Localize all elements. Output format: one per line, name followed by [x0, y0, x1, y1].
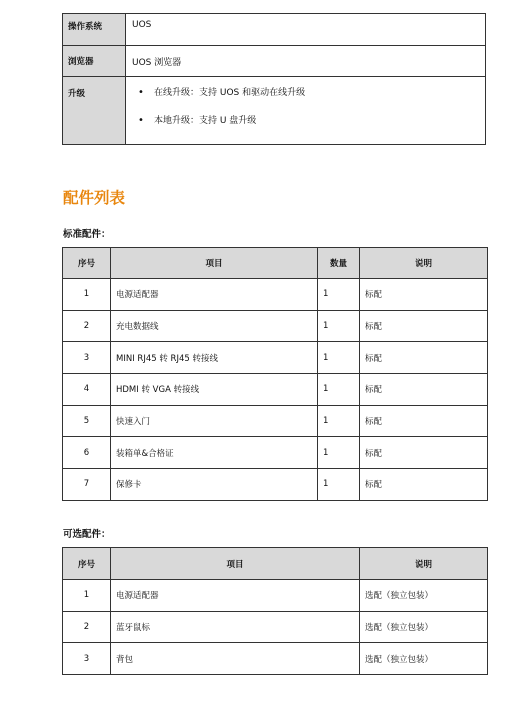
spec-table [62, 13, 486, 145]
table-cell-note: 标配 [360, 279, 488, 311]
spec-row-upgrade [63, 77, 486, 145]
upgrade-bullet-list [132, 87, 479, 143]
spec-row-browser [63, 46, 486, 77]
table-cell-no: 3 [63, 342, 111, 374]
standard-accessories-title: 标准配件： [63, 229, 111, 240]
table-cell-qty: 1 [318, 342, 360, 374]
table-cell-note: 标配 [360, 405, 488, 437]
table-row [63, 611, 488, 643]
table-row [63, 469, 488, 501]
column-header: 说明 [360, 248, 488, 279]
table-cell-item: MINI RJ45 转 RJ45 转接线 [111, 342, 318, 374]
spec-key: 操作系统 [63, 14, 126, 46]
table-cell-item: 蓝牙鼠标 [111, 611, 360, 643]
table-cell-note: 标配 [360, 374, 488, 406]
table-header-row [63, 248, 488, 279]
list-item: • 在线升级：支持 UOS 和驱动在线升级 [132, 87, 479, 115]
column-header: 序号 [63, 248, 111, 279]
table-cell-item: 背包 [111, 643, 360, 675]
column-header: 说明 [360, 548, 488, 580]
spec-row-os [63, 14, 486, 46]
table-cell-qty: 1 [318, 279, 360, 311]
table-cell-item: 充电数据线 [111, 310, 318, 342]
table-cell-note: 标配 [360, 469, 488, 501]
table-cell-note: 选配（独立包装） [360, 580, 488, 612]
table-cell-no: 7 [63, 469, 111, 501]
table-cell-item: 装箱单&合格证 [111, 437, 318, 469]
table-cell-qty: 1 [318, 310, 360, 342]
column-header: 项目 [111, 248, 318, 279]
table-cell-note: 标配 [360, 310, 488, 342]
table-cell-qty: 1 [318, 374, 360, 406]
table-cell-no: 4 [63, 374, 111, 406]
table-cell-note: 选配（独立包装） [360, 611, 488, 643]
table-row [63, 580, 488, 612]
optional-accessories-title: 可选配件： [63, 529, 111, 540]
table-cell-no: 6 [63, 437, 111, 469]
optional-accessories-table [62, 547, 488, 675]
column-header: 序号 [63, 548, 111, 580]
table-cell-item: 电源适配器 [111, 580, 360, 612]
table-cell-note: 选配（独立包装） [360, 643, 488, 675]
table-row [63, 437, 488, 469]
table-cell-no: 2 [63, 310, 111, 342]
table-cell-item: 快速入门 [111, 405, 318, 437]
table-cell-qty: 1 [318, 469, 360, 501]
table-row [63, 643, 488, 675]
spec-value: UOS 浏览器 [126, 46, 486, 77]
spec-key: 浏览器 [63, 46, 126, 77]
section-title: 配件列表 [63, 189, 126, 207]
table-header-row [63, 548, 488, 580]
table-cell-no: 5 [63, 405, 111, 437]
table-row [63, 405, 488, 437]
table-cell-item: 保修卡 [111, 469, 318, 501]
table-cell-item: HDMI 转 VGA 转接线 [111, 374, 318, 406]
spec-key: 升级 [63, 77, 126, 145]
table-row [63, 310, 488, 342]
table-cell-item: 电源适配器 [111, 279, 318, 311]
table-cell-no: 1 [63, 279, 111, 311]
spec-value: UOS [126, 14, 486, 46]
table-cell-no: 1 [63, 580, 111, 612]
spec-value [126, 77, 486, 145]
table-cell-note: 标配 [360, 342, 488, 374]
table-cell-qty: 1 [318, 405, 360, 437]
table-cell-qty: 1 [318, 437, 360, 469]
table-cell-no: 2 [63, 611, 111, 643]
list-item: • 本地升级：支持 U 盘升级 [132, 115, 479, 143]
table-row [63, 342, 488, 374]
column-header: 数量 [318, 248, 360, 279]
table-cell-no: 3 [63, 643, 111, 675]
table-cell-note: 标配 [360, 437, 488, 469]
table-row [63, 279, 488, 311]
table-row [63, 374, 488, 406]
column-header: 项目 [111, 548, 360, 580]
standard-accessories-table [62, 247, 488, 501]
